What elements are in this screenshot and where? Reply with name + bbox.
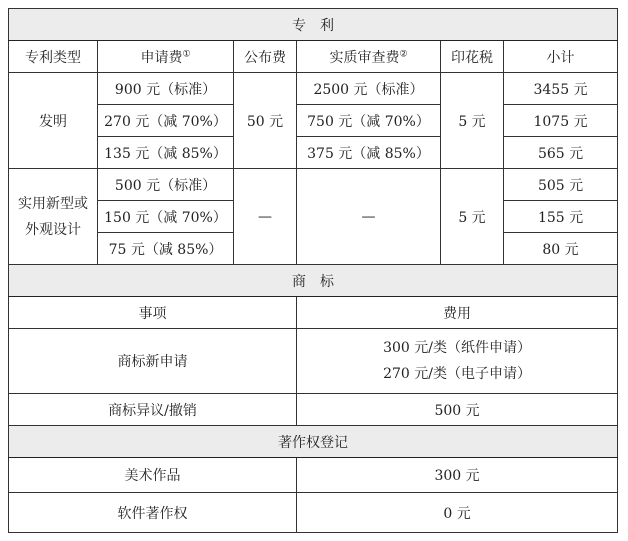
application-fee: 500 元（标准） [98, 169, 234, 201]
application-fee: 900 元（标准） [98, 73, 234, 105]
stamp-tax: 5 元 [441, 169, 504, 265]
subtotal: 155 元 [504, 201, 618, 233]
fee: 500 元 [297, 394, 618, 426]
header-stamp-tax: 印花税 [441, 41, 504, 73]
item: 美术作品 [9, 458, 297, 493]
publication-fee: 50 元 [234, 73, 297, 169]
invention-type: 发明 [9, 73, 98, 169]
application-fee: 150 元（减 70%） [98, 201, 234, 233]
examination-fee: — [297, 169, 441, 265]
application-fee: 135 元（减 85%） [98, 137, 234, 169]
header-application: 申请费① [98, 41, 234, 73]
subtotal: 1075 元 [504, 105, 618, 137]
application-fee: 270 元（减 70%） [98, 105, 234, 137]
patent-section-title: 专 利 [9, 9, 618, 41]
examination-fee: 375 元（减 85%） [297, 137, 441, 169]
header-subtotal: 小计 [504, 41, 618, 73]
fee: 300 元 [297, 458, 618, 493]
fee: 0 元 [297, 493, 618, 533]
header-examination: 实质审查费② [297, 41, 441, 73]
header-fee: 费用 [297, 297, 618, 329]
header-item: 事项 [9, 297, 297, 329]
examination-fee: 750 元（减 70%） [297, 105, 441, 137]
examination-fee: 2500 元（标准） [297, 73, 441, 105]
fee-table [8, 8, 618, 533]
fee: 300 元/类（纸件申请） 270 元/类（电子申请） [297, 329, 618, 394]
subtotal: 3455 元 [504, 73, 618, 105]
header-publication: 公布费 [234, 41, 297, 73]
subtotal: 505 元 [504, 169, 618, 201]
stamp-tax: 5 元 [441, 73, 504, 169]
item: 商标异议/撤销 [9, 394, 297, 426]
item: 商标新申请 [9, 329, 297, 394]
subtotal: 80 元 [504, 233, 618, 265]
application-fee: 75 元（减 85%） [98, 233, 234, 265]
publication-fee: — [234, 169, 297, 265]
trademark-section-title: 商 标 [9, 265, 618, 297]
header-type: 专利类型 [9, 41, 98, 73]
utility-type: 实用新型或 外观设计 [9, 169, 98, 265]
copyright-section-title: 著作权登记 [9, 426, 618, 458]
subtotal: 565 元 [504, 137, 618, 169]
item: 软件著作权 [9, 493, 297, 533]
